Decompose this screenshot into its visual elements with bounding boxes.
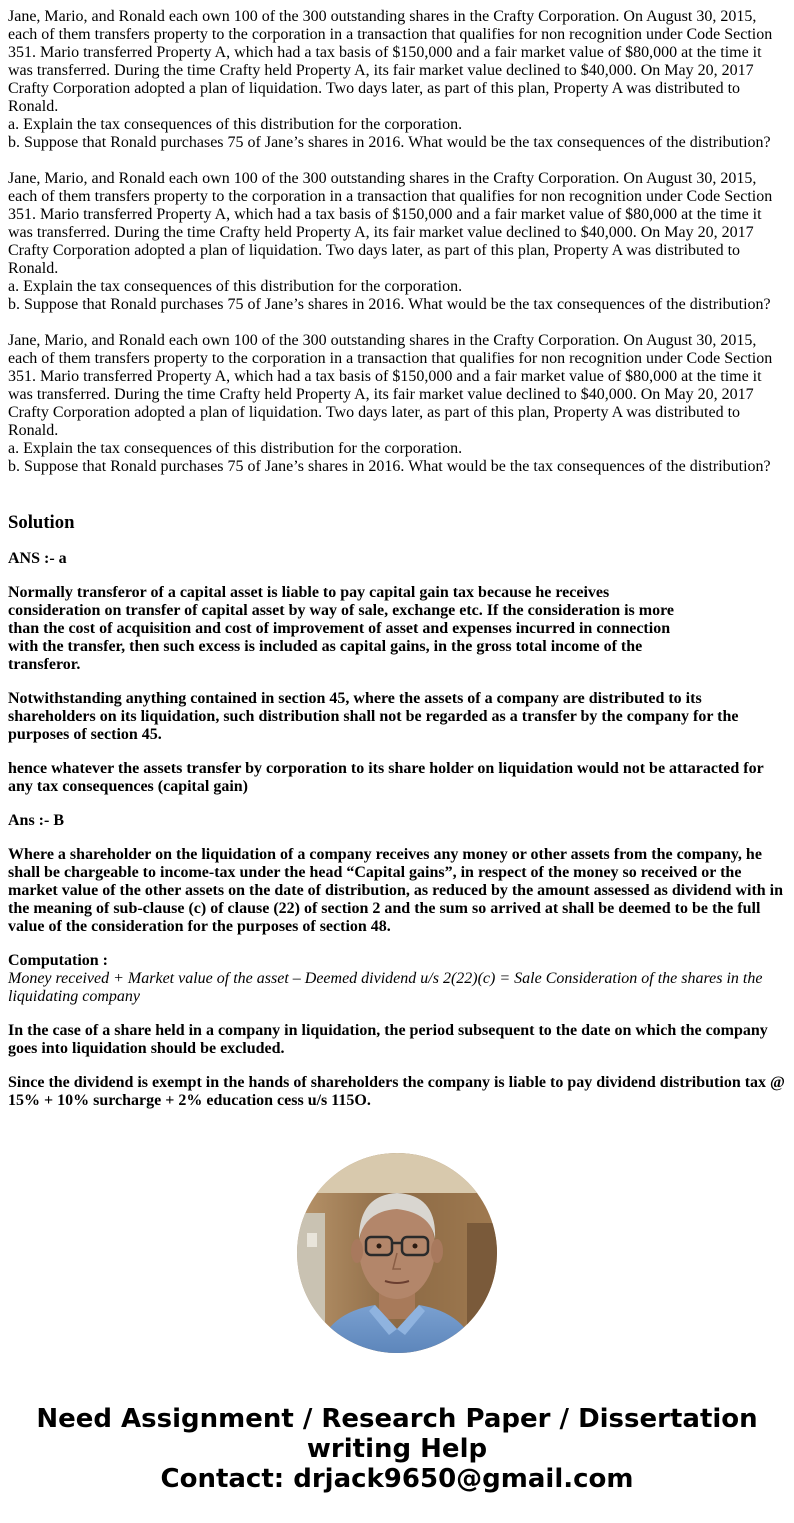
computation-label: Computation :: [8, 952, 109, 969]
question-part-a: a. Explain the tax consequences of this distribution for the corporation.: [8, 278, 463, 295]
avatar: [297, 1153, 497, 1353]
question-block-1: [8, 8, 786, 152]
answer-b-paragraph-1: Where a shareholder on the liquidation of a company receives any money or other assets from the company, he shall be chargeable to income-tax under the head “Capital gains”, in respect of the money so received or the market value of the other assets on the date of distribution, as reduced by the amount assessed as dividend with in the meaning of sub-clause (c) of clause (22) of section 2 and the sum so arrived at shall be deemed to be the full value of the consideration for the purposes of section 48.: [8, 846, 784, 935]
question-part-b: b. Suppose that Ronald purchases 75 of Jane’s shares in 2016. What would be the tax consequences of the distribution?: [8, 296, 771, 313]
computation-formula: Money received + Market value of the asset – Deemed dividend u/s 2(22)(c) = Sale Consideration of the shares in the liquidating company: [8, 970, 763, 1005]
question-text: Jane, Mario, and Ronald each own 100 of the 300 outstanding shares in the Crafty Corporation. On August 30, 2015, each of them transfers property to the corporation in a transaction that qualifies for non recognition under Code Section 351. Mario transferred Property A, which had a tax basis of $150,000 and a fair market value of $80,000 at the time it was transferred. During the time Crafty held Property A, its fair market value declined to $40,000. On May 20, 2017 Crafty Corporation adopted a plan of liquidation. Two days later, as part of this plan, Property A was distributed to Ronald.: [8, 170, 773, 277]
answer-b-paragraph-2: In the case of a share held in a company in liquidation, the period subsequent to the date on which the company goes into liquidation should be excluded.: [8, 1022, 768, 1057]
question-text: Jane, Mario, and Ronald each own 100 of the 300 outstanding shares in the Crafty Corporation. On August 30, 2015, each of them transfers property to the corporation in a transaction that qualifies for non recognition under Code Section 351. Mario transferred Property A, which had a tax basis of $150,000 and a fair market value of $80,000 at the time it was transferred. During the time Crafty held Property A, its fair market value declined to $40,000. On May 20, 2017 Crafty Corporation adopted a plan of liquidation. Two days later, as part of this plan, Property A was distributed to Ronald.: [8, 332, 773, 439]
question-part-a: a. Explain the tax consequences of this distribution for the corporation.: [8, 440, 463, 457]
page-content: [8, 8, 786, 1110]
solution-body: [8, 550, 786, 1110]
answer-a-paragraph-2: Notwithstanding anything contained in section 45, where the assets of a company are distributed to its shareholders on its liquidation, such distribution shall not be regarded as a transfer by the company for the purposes of section 45.: [8, 690, 739, 743]
question-text: Jane, Mario, and Ronald each own 100 of the 300 outstanding shares in the Crafty Corporation. On August 30, 2015, each of them transfers property to the corporation in a transaction that qualifies for non recognition under Code Section 351. Mario transferred Property A, which had a tax basis of $150,000 and a fair market value of $80,000 at the time it was transferred. During the time Crafty held Property A, its fair market value declined to $40,000. On May 20, 2017 Crafty Corporation adopted a plan of liquidation. Two days later, as part of this plan, Property A was distributed to Ronald.: [8, 8, 773, 115]
question-block-3: [8, 332, 786, 476]
promo-line-2: writing Help: [306, 1434, 488, 1464]
answer-b-label: Ans :- B: [8, 812, 65, 829]
promo-line-1: Need Assignment / Research Paper / Dissertation: [36, 1404, 758, 1434]
answer-a-label: ANS :- a: [8, 550, 67, 567]
computation-block: [8, 952, 786, 1006]
promo-banner: [0, 1404, 794, 1494]
answer-a-paragraph-1: Normally transferor of a capital asset is liable to pay capital gain tax because he receives consideration on transfer of capital asset by way of sale, exchange etc. If the consideration is more than the cost of acquisition and cost of improvement of asset and expenses incurred in connection with the transfer, then such excess is included as capital gains, in the gross total income of the transferor.: [8, 584, 674, 673]
answer-b-paragraph-3: Since the dividend is exempt in the hands of shareholders the company is liable to pay dividend distribution tax @ 15% + 10% surcharge + 2% education cess u/s 115O.: [8, 1074, 785, 1109]
solution-heading: Solution: [8, 512, 75, 533]
tutor-photo: [297, 1153, 497, 1353]
question-block-2: [8, 170, 786, 314]
question-part-b: b. Suppose that Ronald purchases 75 of Jane’s shares in 2016. What would be the tax consequences of the distribution?: [8, 134, 771, 151]
question-part-a: a. Explain the tax consequences of this distribution for the corporation.: [8, 116, 463, 133]
answer-a-paragraph-3: hence whatever the assets transfer by corporation to its share holder on liquidation would not be attaracted for any tax consequences (capital gain): [8, 760, 764, 795]
promo-contact[interactable]: Contact: drjack9650@gmail.com: [160, 1464, 634, 1494]
question-part-b: b. Suppose that Ronald purchases 75 of Jane’s shares in 2016. What would be the tax consequences of the distribution?: [8, 458, 771, 475]
